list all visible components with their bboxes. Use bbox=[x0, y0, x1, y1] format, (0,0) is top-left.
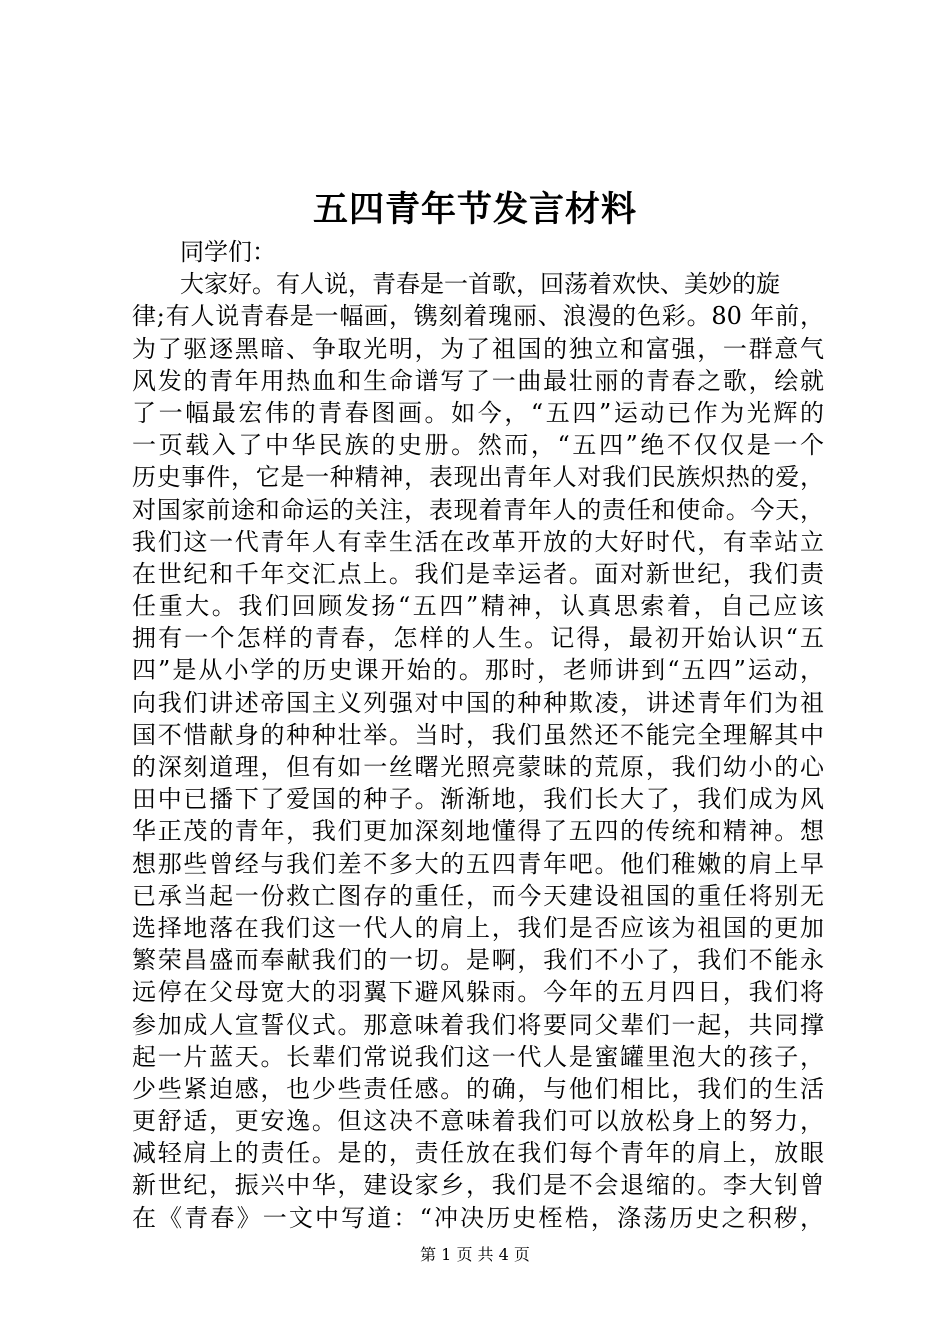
paragraph-line: 任重大。我们回顾发扬“五四”精神，认真思索着，自己应该 bbox=[132, 592, 824, 621]
paragraph-line: 律;有人说青春是一幅画，镌刻着瑰丽、浪漫的色彩。80 年前， bbox=[132, 302, 824, 331]
paragraph-line: 一页载入了中华民族的史册。然而，“五四”绝不仅仅是一个 bbox=[132, 431, 824, 460]
paragraph-line: 了一幅最宏伟的青春图画。如今，“五四”运动已作为光辉的 bbox=[132, 398, 824, 427]
paragraph-line: 已承当起一份救亡图存的重任，而今天建设祖国的重任将别无 bbox=[132, 881, 824, 910]
paragraph-line: 历史事件，它是一种精神，表现出青年人对我们民族炽热的爱， bbox=[132, 463, 824, 492]
paragraph-line: 风发的青年用热血和生命谱写了一曲最壮丽的青春之歌，绘就 bbox=[132, 366, 824, 395]
paragraph-line: 我们这一代青年人有幸生活在改革开放的大好时代，有幸站立 bbox=[132, 527, 824, 556]
paragraph-line: 选择地落在我们这一代人的肩上，我们是否应该为祖国的更加 bbox=[132, 913, 824, 942]
paragraph-line: 国不惜献身的种种壮举。当时，我们虽然还不能完全理解其中 bbox=[132, 720, 824, 749]
paragraph-line: 更舒适，更安逸。但这决不意味着我们可以放松身上的努力， bbox=[132, 1107, 824, 1136]
paragraph-line: 少些紧迫感，也少些责任感。的确，与他们相比，我们的生活 bbox=[132, 1074, 824, 1103]
paragraph-line: 拥有一个怎样的青春，怎样的人生。记得，最初开始认识“五 bbox=[132, 624, 824, 653]
paragraph-line: 为了驱逐黑暗、争取光明，为了祖国的独立和富强，一群意气 bbox=[132, 334, 824, 363]
paragraph-line: 大家好。有人说，青春是一首歌，回荡着欢快、美妙的旋 bbox=[180, 270, 780, 299]
salutation-line: 同学们： bbox=[180, 238, 276, 266]
paragraph-line: 四”是从小学的历史课开始的。那时，老师讲到“五四”运动， bbox=[132, 656, 824, 685]
paragraph-line: 在《青春》一文中写道：“冲决历史桎梏，涤荡历史之积秽， bbox=[132, 1203, 824, 1232]
paragraph-line: 起一片蓝天。长辈们常说我们这一代人是蜜罐里泡大的孩子， bbox=[132, 1042, 824, 1071]
paragraph-line: 新世纪，振兴中华，建设家乡，我们是不会退缩的。李大钊曾 bbox=[132, 1171, 824, 1200]
paragraph-line: 向我们讲述帝国主义列强对中国的种种欺凌，讲述青年们为祖 bbox=[132, 688, 824, 717]
document-title: 五四青年节发言材料 bbox=[312, 189, 637, 230]
paragraph-line: 参加成人宣誓仪式。那意味着我们将要同父辈们一起，共同撑 bbox=[132, 1010, 824, 1039]
page-footer: 第 1 页 共 4 页 bbox=[420, 1245, 530, 1264]
paragraph-line: 想那些曾经与我们差不多大的五四青年吧。他们稚嫩的肩上早 bbox=[132, 849, 824, 878]
paragraph-line: 华正茂的青年，我们更加深刻地懂得了五四的传统和精神。想 bbox=[132, 817, 824, 846]
paragraph-line: 的深刻道理，但有如一丝曙光照亮蒙昧的荒原，我们幼小的心 bbox=[132, 753, 824, 781]
document-body bbox=[132, 236, 824, 1234]
paragraph-line: 远停在父母宽大的羽翼下避风躲雨。今年的五月四日，我们将 bbox=[132, 978, 824, 1007]
paragraph-line: 繁荣昌盛而奉献我们的一切。是啊，我们不小了，我们不能永 bbox=[132, 946, 824, 975]
paragraph-line: 减轻肩上的责任。是的，责任放在我们每个青年的肩上，放眼 bbox=[132, 1139, 824, 1168]
paragraph-line: 对国家前途和命运的关注，表现着青年人的责任和使命。今天， bbox=[132, 495, 824, 524]
paragraph-line: 在世纪和千年交汇点上。我们是幸运者。面对新世纪，我们责 bbox=[132, 559, 824, 588]
paragraph-line: 田中已播下了爱国的种子。渐渐地，我们长大了，我们成为风 bbox=[132, 785, 824, 814]
